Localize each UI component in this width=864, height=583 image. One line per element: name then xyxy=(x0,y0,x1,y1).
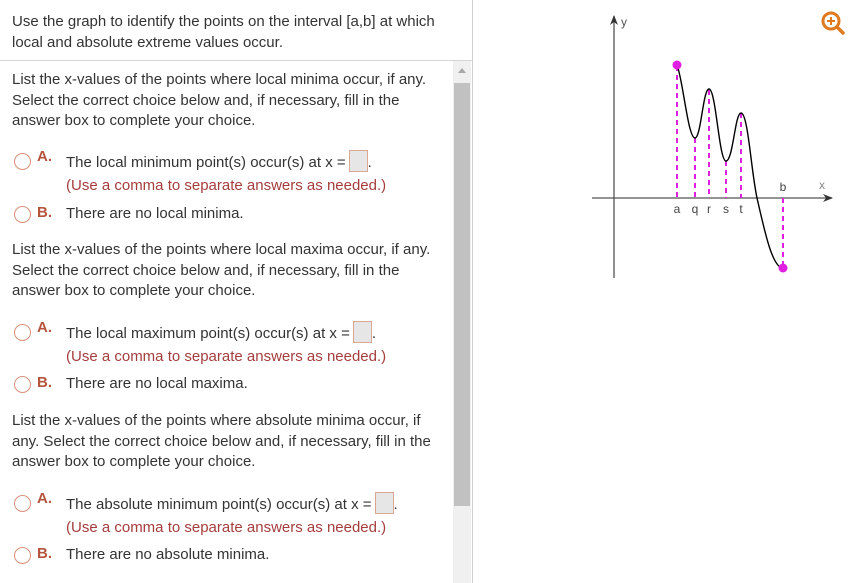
q2-choice-b[interactable] xyxy=(0,374,450,396)
y-axis-label: y xyxy=(621,15,627,29)
q2-hint: (Use a comma to separate answers as needed.) xyxy=(66,348,387,365)
endpoint-b xyxy=(779,264,788,273)
label-b: b xyxy=(779,180,787,194)
q2-radio-a[interactable] xyxy=(14,324,31,341)
period: . xyxy=(367,153,372,171)
choice-text xyxy=(66,323,376,345)
choice-letter: A. xyxy=(37,148,52,165)
function-graph xyxy=(580,0,850,300)
question-2-prompt: List the x-values of the points where local maxima occur, if any. Select the correct choice below and, if necessary, fill in the answer box to complete your choice. xyxy=(12,241,431,299)
choice-letter: B. xyxy=(37,545,52,562)
q1-radio-b[interactable] xyxy=(14,206,31,223)
q1-choice-a[interactable] xyxy=(0,148,450,173)
q1-hint: (Use a comma to separate answers as needed.) xyxy=(66,177,387,194)
scroll-thumb[interactable] xyxy=(454,83,470,506)
instruction-header xyxy=(0,0,472,61)
question-scroll-area xyxy=(0,61,472,583)
choice-letter: B. xyxy=(37,374,52,391)
choice-text xyxy=(66,494,398,516)
choice-label: The absolute minimum point(s) occur(s) at x = xyxy=(66,495,372,513)
q2-choice-a[interactable] xyxy=(0,319,450,344)
choice-text: There are no absolute minima. xyxy=(66,546,270,563)
zoom-in-icon[interactable] xyxy=(820,10,846,36)
label-r: r xyxy=(707,202,711,216)
q2-radio-b[interactable] xyxy=(14,376,31,393)
q1-radio-a[interactable] xyxy=(14,153,31,170)
period: . xyxy=(371,324,376,342)
q3-radio-b[interactable] xyxy=(14,547,31,564)
label-q: q xyxy=(691,202,699,216)
x-axis-label: x xyxy=(819,178,825,192)
choice-letter: B. xyxy=(37,204,52,221)
q2-answer-box[interactable] xyxy=(353,321,372,343)
choice-text xyxy=(66,152,372,174)
choice-letter: A. xyxy=(37,319,52,336)
question-1-prompt: List the x-values of the points where local minima occur, if any. Select the correct choice below and, if necessary, fill in the answer box to complete your choice. xyxy=(12,71,427,129)
function-curve xyxy=(677,65,783,268)
label-s: s xyxy=(723,202,729,216)
q3-hint: (Use a comma to separate answers as needed.) xyxy=(66,519,387,536)
q3-choice-b[interactable] xyxy=(0,545,450,567)
choice-label: The local minimum point(s) occur(s) at x = xyxy=(66,153,346,171)
question-3-prompt: List the x-values of the points where absolute minima occur, if any. Select the correct choice below and, if necessary, fill in the answer box to complete your choice. xyxy=(12,412,431,470)
choice-label: The local maximum point(s) occur(s) at x = xyxy=(66,324,350,342)
vertical-scrollbar[interactable] xyxy=(453,61,471,583)
label-a: a xyxy=(673,202,681,216)
q3-choice-a[interactable] xyxy=(0,490,450,515)
q3-radio-a[interactable] xyxy=(14,495,31,512)
choice-text: There are no local minima. xyxy=(66,205,244,222)
choice-letter: A. xyxy=(37,490,52,507)
scroll-up-arrow-icon[interactable] xyxy=(453,61,471,81)
endpoint-a xyxy=(673,61,682,70)
choice-text: There are no local maxima. xyxy=(66,375,248,392)
q1-choice-b[interactable] xyxy=(0,204,450,226)
label-t: t xyxy=(739,202,743,216)
period: . xyxy=(393,495,398,513)
q1-answer-box[interactable] xyxy=(349,150,368,172)
q3-answer-box[interactable] xyxy=(375,492,394,514)
instruction-text: Use the graph to identify the points on the interval [a,b] at which local and absolute extreme values occur. xyxy=(12,13,435,51)
